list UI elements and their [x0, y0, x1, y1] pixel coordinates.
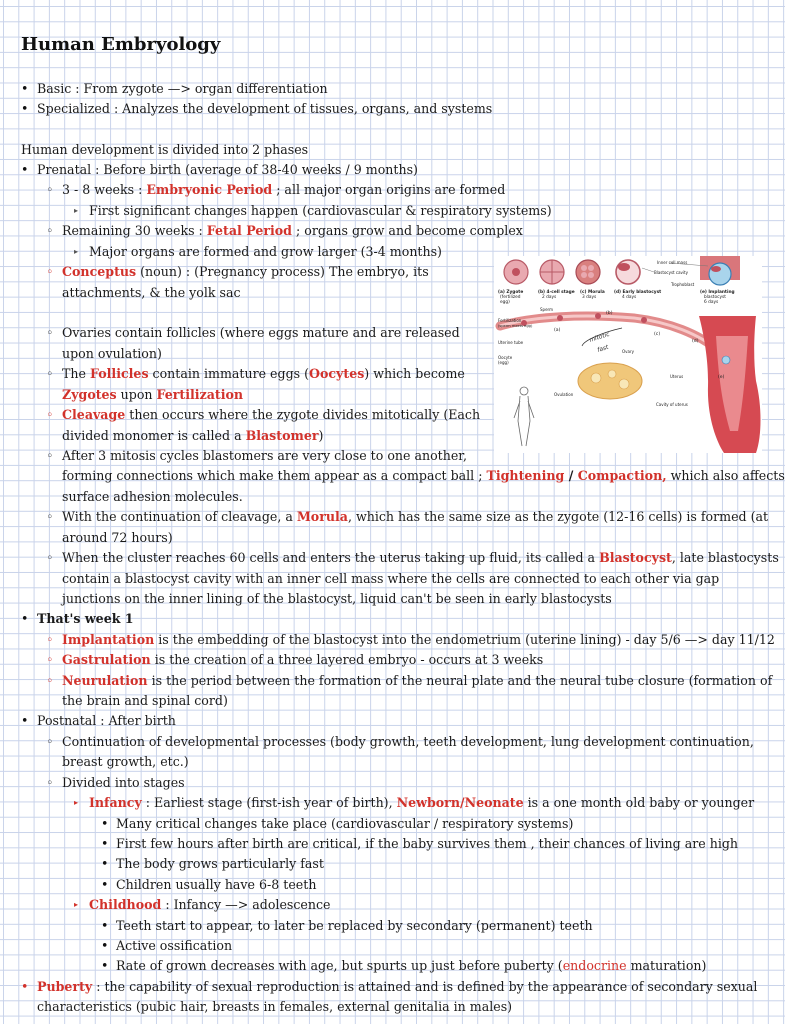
svg-text:fast: fast — [596, 343, 610, 354]
bullet-icon: • — [101, 856, 109, 871]
triangle-bullet-icon: ▸ — [74, 798, 79, 807]
bullet-icon: • — [21, 101, 29, 116]
mitosis-line-3: surface adhesion molecules. — [62, 489, 243, 504]
fetal-sub: Major organs are formed and grow larger (3-4 months) — [89, 244, 442, 259]
childhood-item: Active ossification — [116, 938, 233, 953]
cleavage-line-2: divided monomer is called a Blastomer) — [62, 428, 324, 443]
infancy-line: Infancy : Earliest stage (first-ish year of birth), Newborn/Neonate is a one month old baby or younger — [89, 795, 755, 810]
infancy-item: Children usually have 6-8 teeth — [116, 877, 317, 892]
stage-morula-icon — [576, 260, 600, 284]
svg-text:Uterine tube: Uterine tube — [498, 340, 524, 345]
svg-text:(fertilized: (fertilized — [500, 295, 521, 300]
svg-text:Oocyte: Oocyte — [498, 355, 513, 360]
circle-bullet-icon: ◦ — [46, 366, 54, 381]
morula-line-2: around 72 hours) — [62, 530, 173, 545]
stage-label: (e) Implanting — [700, 290, 735, 295]
term-infancy: Infancy — [89, 795, 142, 810]
neurulation-line-2: the brain and spinal cord) — [62, 693, 228, 708]
gastrulation-line: Gastrulation is the creation of a three layered embryo - occurs at 3 weeks — [62, 652, 544, 667]
svg-text:Trophoblast: Trophoblast — [671, 282, 695, 287]
circle-bullet-icon: ◦ — [46, 223, 54, 238]
svg-text:(c): (c) — [654, 332, 661, 337]
embryo-development-figure — [494, 256, 762, 453]
circle-bullet-icon: ◦ — [46, 448, 54, 463]
stage-label: (b) 4-cell stage — [538, 290, 575, 295]
follicles-line: The Follicles contain immature eggs (Oocytes) which become — [62, 366, 465, 381]
neurulation-line: Neurulation is the period between the formation of the neural plate and the neural tube closure (formation of — [62, 673, 773, 688]
svg-text:(b): (b) — [606, 311, 613, 316]
intro-specialized: Specialized : Analyzes the development of tissues, organs, and systems — [37, 101, 493, 116]
term-implantation: Implantation — [62, 632, 155, 647]
circle-bullet-icon: ◦ — [46, 509, 54, 524]
page-title: Human Embryology — [21, 34, 221, 55]
term-compaction: Compaction, — [577, 468, 667, 483]
morula-line: With the continuation of cleavage, a Morula, which has the same size as the zygote (12-16 cells) is formed (at — [62, 509, 769, 524]
circle-bullet-icon: ◦ — [46, 407, 54, 422]
term-zygotes: Zygotes — [62, 387, 117, 402]
term-endocrine: endocrine — [562, 958, 627, 973]
svg-text:Cavity of uterus: Cavity of uterus — [656, 402, 688, 407]
ovaries-line: Ovaries contain follicles (where eggs mature and are released — [62, 325, 460, 340]
svg-text:blastocyst: blastocyst — [704, 295, 726, 300]
infancy-item: First few hours after birth are critical, if the baby survives them , their chances of living are high — [116, 836, 739, 851]
bullet-icon: • — [21, 979, 29, 994]
infancy-item: The body grows particularly fast — [116, 856, 324, 871]
term-conceptus: Conceptus — [62, 264, 137, 279]
stage-label: (c) Morula — [580, 290, 605, 295]
svg-text:Sperm: Sperm — [540, 307, 554, 312]
term-gastrulation: Gastrulation — [62, 652, 151, 667]
triangle-bullet-icon: ▸ — [74, 206, 79, 215]
infancy-item: Many critical changes take place (cardiovascular / respiratory systems) — [116, 816, 574, 831]
circle-bullet-icon: ◦ — [46, 182, 54, 197]
stages-line: Divided into stages — [62, 775, 185, 790]
term-follicles: Follicles — [89, 366, 149, 381]
svg-text:2 days: 2 days — [542, 295, 557, 300]
bullet-icon: • — [101, 938, 109, 953]
term-cleavage: Cleavage — [62, 407, 126, 422]
stage-label: (a) Zygote — [498, 290, 524, 295]
bullet-icon: • — [21, 713, 29, 728]
bullet-icon: • — [101, 877, 109, 892]
implantation-line: Implantation is the embedding of the blastocyst into the endometrium (uterine lining) - day 5/6 —> day 11/12 — [62, 632, 775, 647]
figure-svg — [494, 256, 762, 453]
childhood-item: Teeth start to appear, to later be replaced by secondary (permanent) teeth — [116, 918, 593, 933]
svg-text:3 days: 3 days — [582, 295, 597, 300]
circle-bullet-icon: ◦ — [46, 325, 54, 340]
circle-bullet-icon: ◦ — [46, 734, 54, 749]
svg-text:Inner cell mass: Inner cell mass — [657, 260, 688, 265]
bullet-icon: • — [101, 836, 109, 851]
handwritten-note: mitotic — [588, 330, 611, 344]
cleavage-line: Cleavage then occurs where the zygote divides mitotically (Each — [62, 407, 481, 422]
svg-text:Blastocyst cavity: Blastocyst cavity — [654, 270, 688, 275]
svg-text:6 days: 6 days — [704, 300, 719, 305]
svg-text:4 days: 4 days — [622, 295, 637, 300]
svg-text:Ovulation: Ovulation — [554, 392, 574, 397]
bullet-icon: • — [101, 918, 109, 933]
term-fertilization: Fertilization — [156, 387, 244, 402]
circle-bullet-icon: ◦ — [46, 632, 54, 647]
stage-4-cell-icon — [540, 260, 564, 284]
bullet-icon: • — [101, 958, 109, 973]
term-tightening: Tightening — [486, 468, 565, 483]
term-childhood: Childhood — [89, 897, 162, 912]
circle-bullet-icon: ◦ — [46, 652, 54, 667]
stage-zygote-icon — [504, 260, 528, 284]
conceptus-line-2: attachments, & the yolk sac — [62, 285, 241, 300]
triangle-bullet-icon: ▸ — [74, 900, 79, 909]
continuation-line: Continuation of developmental processes (body growth, teeth development, lung development continuation, — [62, 734, 754, 749]
svg-text:(egg): (egg) — [498, 360, 509, 365]
fetal-period-line: Remaining 30 weeks : Fetal Period ; organs grow and become complex — [62, 223, 523, 238]
term-oocytes: Oocytes — [309, 366, 365, 381]
term-neurulation: Neurulation — [62, 673, 148, 688]
ovaries-line-2: upon ovulation) — [62, 346, 162, 361]
term-blastocyst: Blastocyst — [599, 550, 672, 565]
term-fetal-period: Fetal Period — [206, 223, 292, 238]
postnatal-heading: Postnatal : After birth — [37, 713, 176, 728]
svg-text:(e): (e) — [718, 375, 725, 380]
svg-text:Fertilization: Fertilization — [498, 318, 522, 323]
svg-text:Uterus: Uterus — [670, 374, 684, 379]
embryonic-sub: First significant changes happen (cardiovascular & respiratory systems) — [89, 203, 552, 218]
rate-line: Rate of grown decreases with age, but spurts up just before puberty (endocrine maturation) — [116, 958, 707, 973]
circle-bullet-icon: ◦ — [46, 673, 54, 688]
mitosis-line: After 3 mitosis cycles blastomers are very close to one another, — [62, 448, 467, 463]
follicles-line-2: Zygotes upon Fertilization — [62, 387, 244, 402]
bullet-icon: • — [21, 611, 29, 626]
blastocyst-line: When the cluster reaches 60 cells and enters the uterus taking up fluid, its called a Blastocyst, late blastocysts — [62, 550, 779, 565]
conceptus-line: Conceptus (noun) : (Pregnancy process) The embryo, its — [62, 264, 429, 279]
bullet-icon: • — [21, 162, 29, 177]
triangle-bullet-icon: ▸ — [74, 247, 79, 256]
stage-label: (d) Early blastocyst — [614, 290, 662, 295]
term-newborn-neonate: Newborn/Neonate — [396, 795, 524, 810]
circle-bullet-icon: ◦ — [46, 550, 54, 565]
term-embryonic-period: Embryonic Period — [146, 182, 273, 197]
term-blastomer: Blastomer — [245, 428, 319, 443]
bullet-icon: • — [101, 816, 109, 831]
svg-text:(sperm meets egg): (sperm meets egg) — [498, 324, 533, 328]
term-morula: Morula — [296, 509, 348, 524]
week1-heading: That's week 1 — [37, 611, 134, 626]
puberty-line-2: characteristics (pubic hair, breasts in females, external genitalia in males) — [37, 999, 513, 1014]
bullet-icon: • — [21, 81, 29, 96]
phases-intro: Human development is divided into 2 phases — [21, 142, 309, 157]
mitosis-line-2: forming connections which make them appear as a compact ball ; Tightening / Compaction, which also affects — [62, 468, 785, 483]
svg-text:(d): (d) — [692, 339, 699, 344]
circle-bullet-icon: ◦ — [46, 775, 54, 790]
blastocyst-line-2: contain a blastocyst cavity with an inner cell mass where the cells are connected to each other via gap — [62, 571, 720, 586]
svg-text:(a): (a) — [554, 328, 561, 333]
blastocyst-line-3: junctions on the inner lining of the blastocyst, liquid can't be seen in early blastocysts — [62, 591, 612, 606]
prenatal-heading: Prenatal : Before birth (average of 38-40 weeks / 9 months) — [37, 162, 418, 177]
continuation-line-2: breast growth, etc.) — [62, 754, 189, 769]
childhood-line: Childhood : Infancy —> adolescence — [89, 897, 331, 912]
term-puberty: Puberty — [37, 979, 93, 994]
puberty-line: Puberty : the capability of sexual reproduction is attained and is defined by the appearance of secondary sexual — [37, 979, 758, 994]
svg-text:Ovary: Ovary — [622, 349, 634, 354]
stage-early-blastocyst-icon — [616, 260, 640, 284]
intro-basic: Basic : From zygote —> organ differentiation — [37, 81, 328, 96]
circle-bullet-icon: ◦ — [46, 264, 54, 279]
embryonic-period-line: 3 - 8 weeks : Embryonic Period ; all major organ origins are formed — [62, 182, 506, 197]
ovary-shape — [578, 363, 642, 399]
svg-text:egg): egg) — [500, 300, 510, 305]
